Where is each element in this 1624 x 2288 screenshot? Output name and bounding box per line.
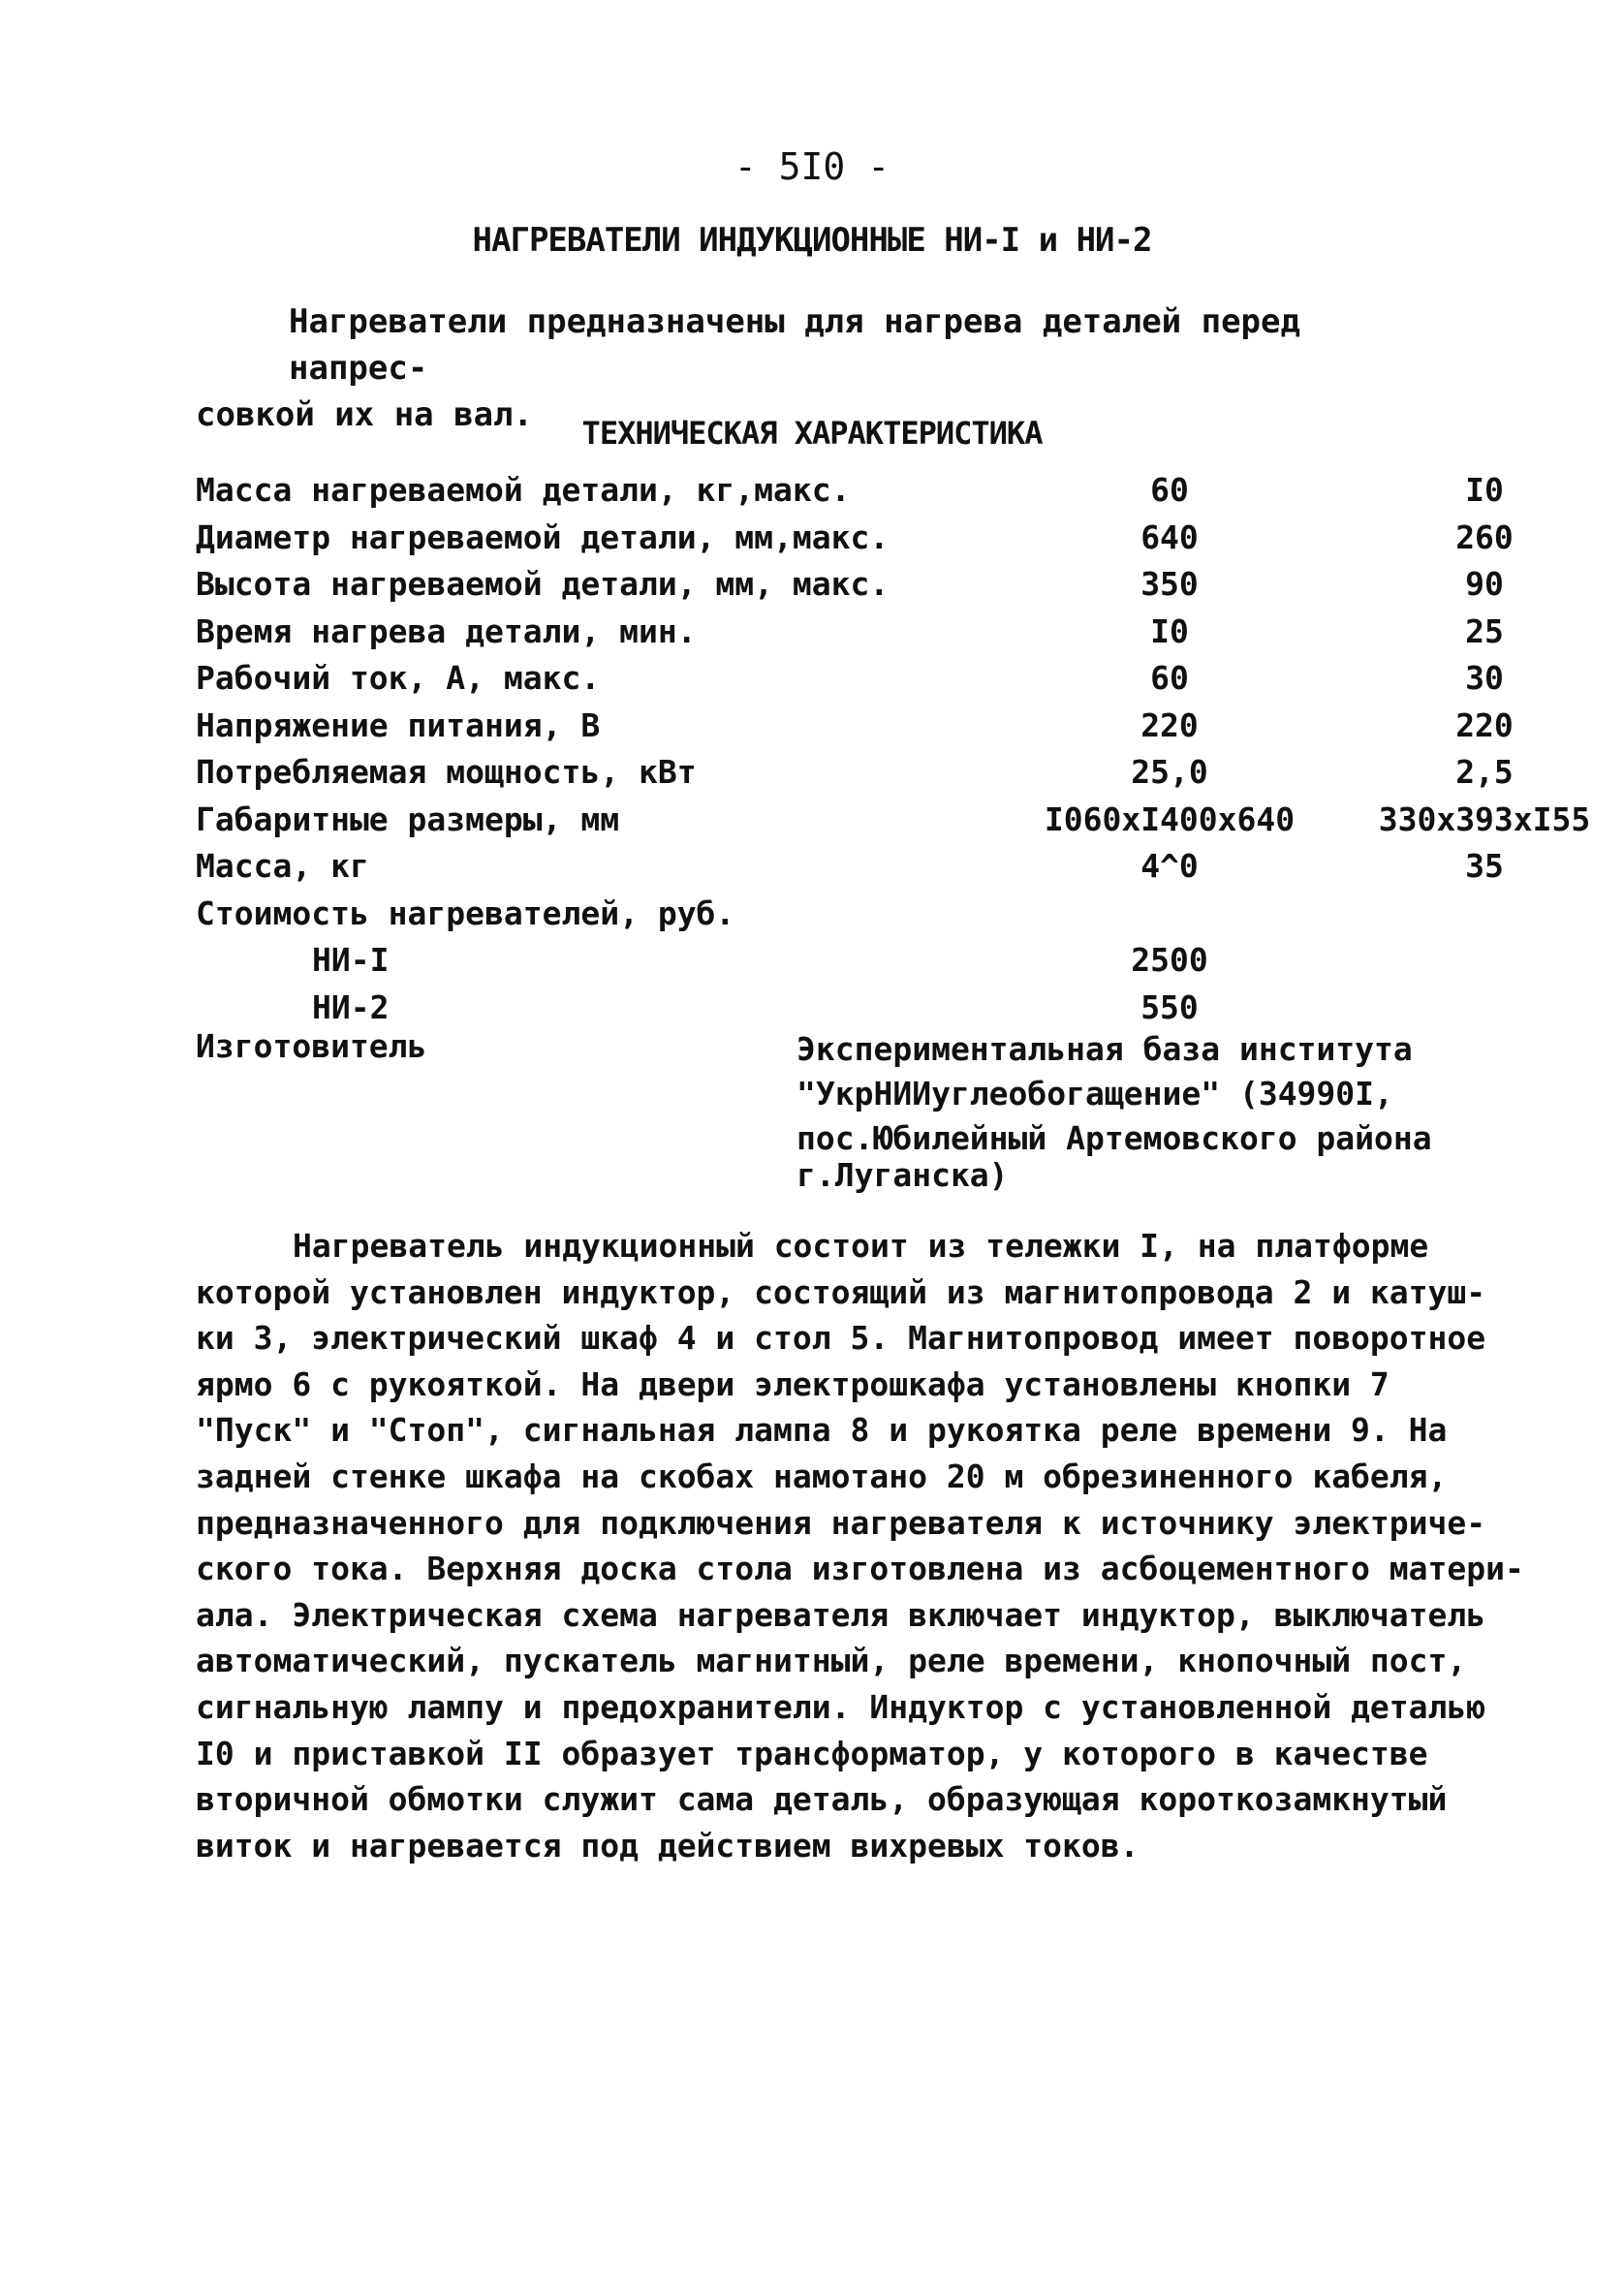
intro-line: совкой их на вал. <box>196 395 533 434</box>
spec-label: НИ-I <box>312 941 390 979</box>
spec-row <box>196 889 1455 936</box>
spec-title: ТЕХНИЧЕСКАЯ ХАРАКТЕРИСТИКА <box>581 415 1043 452</box>
spec-label: Высота нагреваемой детали, мм, макс. <box>196 565 890 603</box>
spec-row <box>196 701 1514 748</box>
spec-label: Габаритные размеры, мм <box>196 799 620 838</box>
body-line: предназначенного для подключения нагревателя к источнику электриче- <box>196 1503 1486 1542</box>
body-line: которой установлен индуктор, состоящий из магнитопровода 2 и катуш- <box>196 1272 1486 1311</box>
spec-row <box>196 935 1455 983</box>
body-line: Нагреватель индукционный состоит из тележки I, на платформе <box>293 1227 1429 1265</box>
spec-label: Стоимость нагревателей, руб. <box>196 893 735 932</box>
spec-label: Время нагрева детали, мин. <box>196 611 697 650</box>
spec-value-ni2: I0 <box>1465 471 1504 509</box>
spec-row <box>196 795 1591 842</box>
manufacturer-line: "УкрНИИуглеобогащение" (34990I, <box>796 1075 1393 1113</box>
spec-label: НИ-2 <box>312 987 390 1026</box>
spec-table <box>196 465 1591 1029</box>
body-line: I0 и приставкой II образует трансформатор, у которого в качестве <box>196 1734 1428 1772</box>
body-line: задней стенке шкафа на скобах намотано 20 м обрезиненного кабеля, <box>196 1457 1448 1495</box>
spec-row <box>196 983 1455 1030</box>
spec-value-ni2: 260 <box>1455 517 1514 556</box>
body-line: виток и нагревается под действием вихревых токов. <box>196 1826 1140 1865</box>
spec-label: Напряжение питания, В <box>196 705 601 744</box>
manufacturer-line: пос.Юбилейный Артемовского района <box>796 1119 1432 1157</box>
manufacturer-value <box>796 1027 1475 1194</box>
intro-line: Нагреватели предназначены для нагрева деталей перед напрес- <box>289 302 1300 388</box>
spec-row <box>196 607 1504 654</box>
description-paragraph <box>196 1223 1524 1868</box>
spec-value-ni2: 25 <box>1465 611 1504 650</box>
spec-label: Диаметр нагреваемой детали, мм,макс. <box>196 517 890 556</box>
spec-value-ni1: I0 <box>1150 611 1189 650</box>
spec-value-ni1: 350 <box>1140 565 1199 603</box>
body-line: ки 3, электрический шкаф 4 и стол 5. Магнитопровод имеет поворотное <box>196 1319 1486 1358</box>
body-line: ала. Электрическая схема нагревателя включает индуктор, выключатель <box>196 1595 1486 1634</box>
spec-value-ni2: 30 <box>1465 659 1504 697</box>
spec-value-ni2: 90 <box>1465 565 1504 603</box>
body-line: "Пуск" и "Стоп", сигнальная лампа 8 и рукоятка реле времени 9. На <box>196 1411 1448 1450</box>
spec-value-ni1: 550 <box>1140 987 1199 1026</box>
body-line: сигнальную лампу и предохранители. Индуктор с установленной деталью <box>196 1687 1486 1726</box>
body-line: вторичной обмотки служит сама деталь, образующая короткозамкнутый <box>196 1780 1448 1819</box>
spec-value-ni2: 35 <box>1465 847 1504 885</box>
spec-row <box>196 653 1504 701</box>
spec-value-ni2: 220 <box>1455 705 1514 744</box>
spec-row <box>196 559 1504 607</box>
spec-label: Масса нагреваемой детали, кг,макс. <box>196 471 851 509</box>
spec-value-ni2: 330x393xI55 <box>1378 799 1591 838</box>
spec-label: Рабочий ток, А, макс. <box>196 659 601 697</box>
page-number: - 5I0 - <box>734 145 890 188</box>
manufacturer-line: г.Луганска) <box>796 1156 1009 1194</box>
manufacturer-line: Экспериментальная база института <box>796 1030 1413 1068</box>
spec-value-ni1: 640 <box>1140 517 1199 556</box>
spec-value-ni1: 60 <box>1150 471 1189 509</box>
document-title: НАГРЕВАТЕЛИ ИНДУКЦИОННЫЕ НИ-I и НИ-2 <box>472 221 1152 260</box>
spec-value-ni1: 25,0 <box>1131 753 1208 791</box>
body-line: автоматический, пускатель магнитный, реле времени, кнопочный пост, <box>196 1642 1467 1680</box>
spec-value-ni1: 220 <box>1140 705 1199 744</box>
spec-value-ni1: 4^0 <box>1140 847 1199 885</box>
spec-row <box>196 513 1514 560</box>
spec-value-ni2: 2,5 <box>1455 753 1514 791</box>
spec-label: Потребляемая мощность, кВт <box>196 753 697 791</box>
spec-row <box>196 841 1504 889</box>
spec-row <box>196 747 1514 795</box>
spec-value-ni1: 60 <box>1150 659 1189 697</box>
manufacturer-label: Изготовитель <box>196 1027 427 1065</box>
spec-row <box>196 465 1504 513</box>
body-line: ского тока. Верхняя доска стола изготовлена из асбоцементного матери- <box>196 1550 1524 1588</box>
body-line: ярмо 6 с рукояткой. На двери электрошкафа установлены кнопки 7 <box>196 1364 1390 1403</box>
spec-value-ni1: 2500 <box>1131 941 1208 979</box>
spec-value-ni1: I060xI400x640 <box>1044 799 1296 838</box>
spec-label: Масса, кг <box>196 847 369 885</box>
